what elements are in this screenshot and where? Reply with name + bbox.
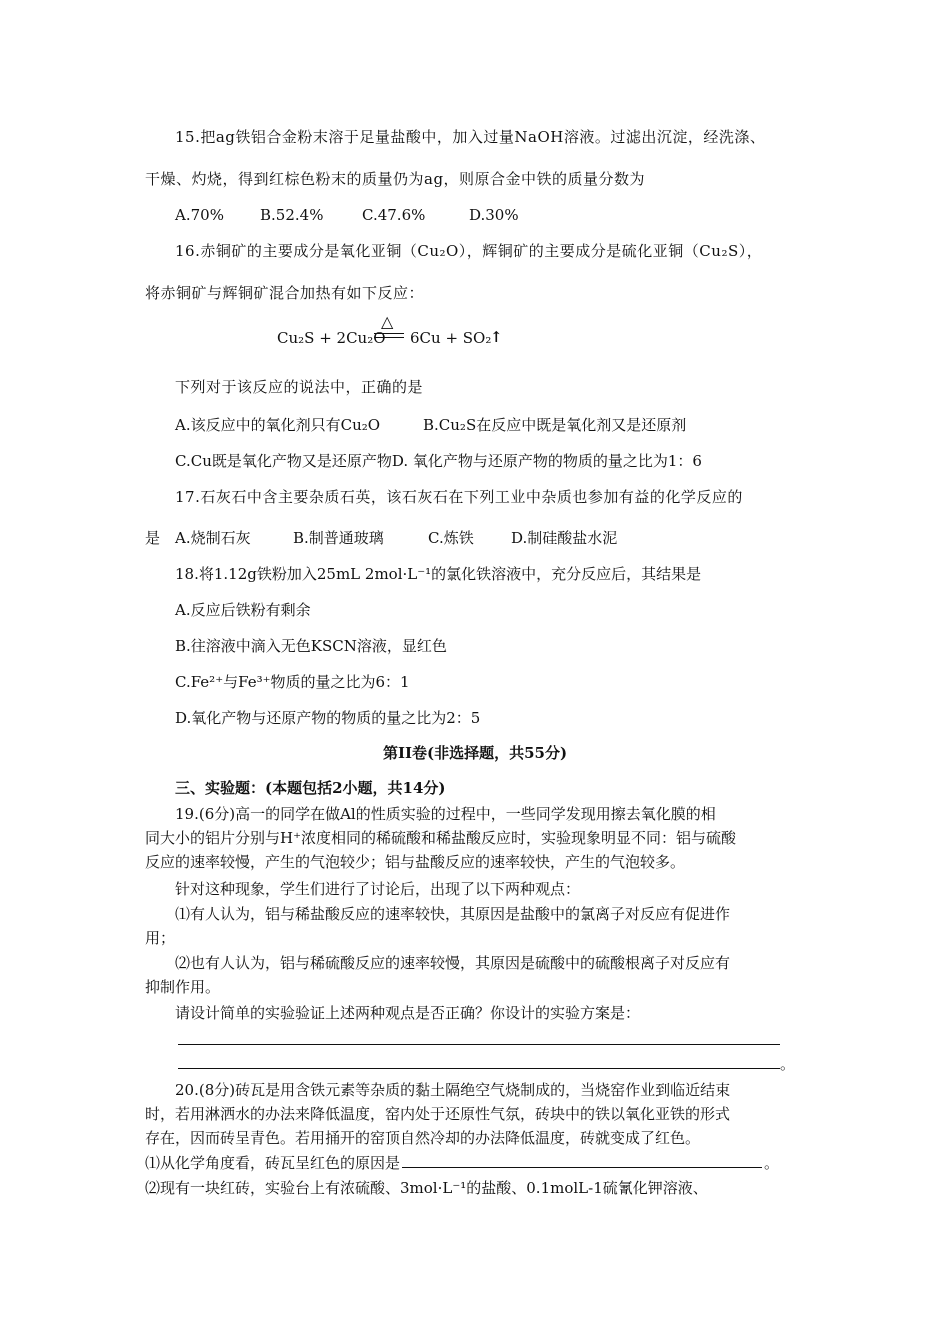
q20-line4: ⑴从化学角度看，砖瓦呈红色的原因是 xyxy=(145,1154,401,1172)
q17-option-c: C.炼铁 xyxy=(428,529,474,547)
q17-option-b: B.制普通玻璃 xyxy=(293,529,384,547)
equation-products: 6Cu + SO₂ xyxy=(410,329,492,347)
q18-option-d: D.氧化产物与还原产物的物质的量之比为2：5 xyxy=(175,709,481,727)
q20-line2: 时，若用淋洒水的办法来降低温度，窑内处于还原性气氛，砖块中的铁以氧化亚铁的形式 xyxy=(145,1105,731,1123)
q16-stem: 下列对于该反应的说法中，正确的是 xyxy=(175,378,424,396)
heat-condition-symbol: △ xyxy=(381,312,394,331)
q15-line2: 干燥、灼烧，得到红棕色粉末的质量仍为ag，则原合金中铁的质量分数为 xyxy=(145,170,646,188)
section3-title: 三、实验题：(本题包括2小题，共14分) xyxy=(175,779,446,797)
q19-line4: 针对这种现象，学生们进行了讨论后，出现了以下两种观点： xyxy=(175,880,581,898)
equation-bar-top xyxy=(374,333,404,334)
q15-option-d: D.30% xyxy=(469,206,519,224)
q16-line2: 将赤铜矿与辉铜矿混合加热有如下反应： xyxy=(145,284,425,302)
q15-option-a: A.70% xyxy=(175,206,224,224)
q16-option-b: B.Cu₂S在反应中既是氧化剂又是还原剂 xyxy=(423,416,687,434)
equation-reactants: Cu₂S + 2Cu₂O xyxy=(277,329,386,347)
gas-arrow-icon: ↑ xyxy=(490,328,503,346)
q18-option-b: B.往溶液中滴入无色KSCN溶液，显红色 xyxy=(175,637,447,655)
q19-line3: 反应的速率较慢，产生的气泡较少；铝与盐酸反应的速率较快，产生的气泡较多。 xyxy=(145,853,686,871)
q16-option-cd: C.Cu既是氧化产物又是还原产物D. 氧化产物与还原产物的物质的量之比为1：6 xyxy=(175,452,702,470)
q17-line2-start: 是 xyxy=(145,529,161,547)
q15-option-c: C.47.6% xyxy=(362,206,426,224)
q15-line1: 15.把ag铁铝合金粉末溶于足量盐酸中，加入过量NaOH溶液。过滤出沉淀，经洗涤、 xyxy=(175,128,766,146)
q20-answer-line[interactable] xyxy=(402,1167,762,1168)
q19-line8: 抑制作用。 xyxy=(145,978,221,996)
q17-line1: 17.石灰石中含主要杂质石英，该石灰石在下列工业中杂质也参加有益的化学反应的 xyxy=(175,488,743,506)
part2-title: 第II卷(非选择题，共55分) xyxy=(382,744,568,762)
q19-line5: ⑴有人认为，铝与稀盐酸反应的速率较快，其原因是盐酸中的氯离子对反应有促进作 xyxy=(175,905,731,923)
q16-line1: 16.赤铜矿的主要成分是氧化亚铜（Cu₂O），辉铜矿的主要成分是硫化亚铜（Cu₂S）， xyxy=(175,242,763,260)
q19-answer-line-1[interactable] xyxy=(178,1044,780,1045)
q15-option-b: B.52.4% xyxy=(260,206,324,224)
q17-option-d: D.制硅酸盐水泥 xyxy=(511,529,618,547)
q19-line9: 请设计简单的实验验证上述两种观点是否正确？你设计的实验方案是： xyxy=(175,1004,641,1022)
q19-end-mark: 。 xyxy=(780,1055,796,1073)
q18-line1: 18.将1.12g铁粉加入25mL 2mol·L⁻¹的氯化铁溶液中，充分反应后，其结果是 xyxy=(175,565,702,583)
q18-option-a: A.反应后铁粉有剩余 xyxy=(175,601,311,619)
q19-line6: 用； xyxy=(145,929,176,947)
q19-answer-line-2[interactable] xyxy=(178,1068,780,1069)
q18-option-c: C.Fe²⁺与Fe³⁺物质的量之比为6：1 xyxy=(175,673,410,691)
q19-line2: 同大小的铝片分别与H⁺浓度相同的稀硫酸和稀盐酸反应时，实验现象明显不同：铝与硫酸 xyxy=(145,829,737,847)
q20-line5: ⑵现有一块红砖，实验台上有浓硫酸、3mol·L⁻¹的盐酸、0.1molL-1硫氰化钾溶液、 xyxy=(145,1179,708,1197)
q20-line3: 存在，因而砖呈青色。若用捅开的窑顶自然冷却的办法降低温度，砖就变成了红色。 xyxy=(145,1129,701,1147)
q16-option-a: A.该反应中的氧化剂只有Cu₂O xyxy=(175,416,381,434)
q20-line1: 20.(8分)砖瓦是用含铁元素等杂质的黏土隔绝空气烧制成的，当烧窑作业到临近结束 xyxy=(175,1081,731,1099)
q19-line7: ⑵也有人认为，铝与稀硫酸反应的速率较慢，其原因是硫酸中的硫酸根离子对反应有 xyxy=(175,954,731,972)
q17-option-a: A.烧制石灰 xyxy=(175,529,251,547)
q20-line4-end: 。 xyxy=(764,1154,780,1172)
equation-bar-bottom xyxy=(374,337,404,338)
q19-line1: 19.(6分)高一的同学在做Al的性质实验的过程中，一些同学发现用擦去氧化膜的相 xyxy=(175,805,716,823)
